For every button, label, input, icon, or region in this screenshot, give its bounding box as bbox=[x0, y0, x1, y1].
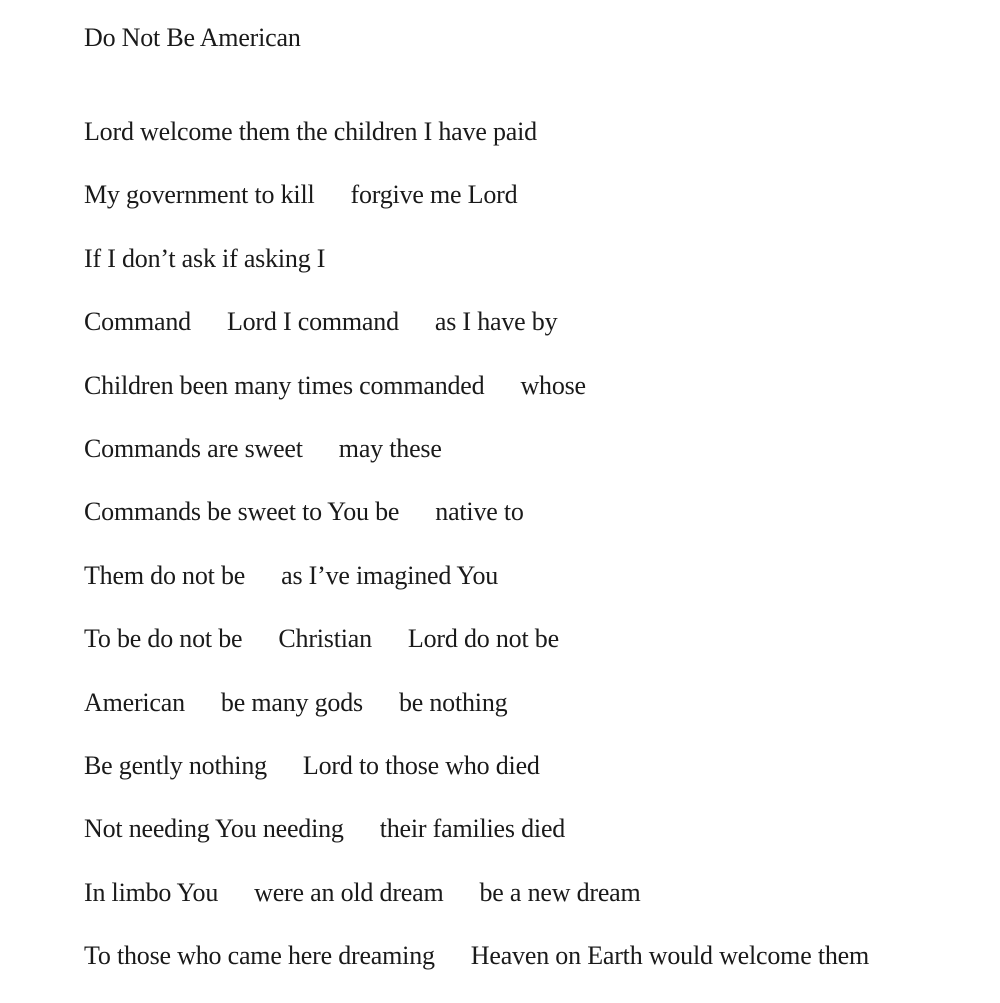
line-14-segment-2: Heaven on Earth would welcome them bbox=[470, 941, 870, 971]
line-2-segment-2: forgive me Lord bbox=[350, 180, 518, 210]
poem-line-6 bbox=[84, 433, 984, 496]
line-7-segment-2: native to bbox=[435, 497, 524, 527]
line-9-segment-3: Lord do not be bbox=[407, 624, 559, 654]
line-9-segment-1: To be do not be bbox=[84, 624, 243, 654]
line-7-segment-1: Commands be sweet to You be bbox=[84, 497, 400, 527]
poem-line-11 bbox=[84, 750, 984, 813]
line-4-segment-2: Lord I command bbox=[226, 307, 399, 337]
line-4-segment-3: as I have by bbox=[434, 307, 558, 337]
line-1-segment-1: Lord welcome them the children I have paid bbox=[84, 117, 537, 146]
poem-line-12 bbox=[84, 813, 984, 876]
line-13-segment-3: be a new dream bbox=[479, 877, 641, 907]
poem-line-5 bbox=[84, 370, 984, 433]
line-13-segment-2: were an old dream bbox=[254, 877, 444, 907]
poem-line-13 bbox=[84, 877, 984, 940]
line-11-segment-1: Be gently nothing bbox=[84, 750, 267, 780]
poem-line-14 bbox=[84, 940, 984, 1003]
line-9-segment-2: Christian bbox=[278, 624, 372, 654]
line-4-segment-1: Command bbox=[84, 307, 191, 337]
poem-line-3 bbox=[84, 243, 984, 306]
line-11-segment-2: Lord to those who died bbox=[302, 750, 540, 780]
poem-line-10 bbox=[84, 687, 984, 750]
line-5-segment-2: whose bbox=[520, 370, 586, 400]
poem-line-2 bbox=[84, 179, 984, 242]
poem-body bbox=[84, 116, 984, 1003]
poem-line-1 bbox=[84, 116, 984, 179]
poem-line-7 bbox=[84, 496, 984, 559]
line-2-segment-1: My government to kill bbox=[84, 180, 315, 210]
poem-line-9 bbox=[84, 623, 984, 686]
poem-line-8 bbox=[84, 560, 984, 623]
line-12-segment-2: their families died bbox=[379, 814, 566, 844]
line-13-segment-1: In limbo You bbox=[84, 877, 219, 907]
poem-line-4 bbox=[84, 306, 984, 369]
line-14-segment-1: To those who came here dreaming bbox=[84, 941, 435, 971]
line-8-segment-1: Them do not be bbox=[84, 560, 246, 590]
line-10-segment-3: be nothing bbox=[398, 687, 508, 717]
line-10-segment-1: American bbox=[84, 687, 185, 717]
line-5-segment-1: Children been many times commanded bbox=[84, 370, 485, 400]
line-8-segment-2: as I’ve imagined You bbox=[281, 560, 499, 590]
line-3-segment-1: If I don’t ask if asking I bbox=[84, 243, 326, 273]
line-6-segment-1: Commands are sweet bbox=[84, 433, 303, 463]
line-6-segment-2: may these bbox=[338, 433, 442, 463]
line-12-segment-1: Not needing You needing bbox=[84, 814, 344, 844]
poem-title: Do Not Be American bbox=[84, 23, 301, 52]
line-10-segment-2: be many gods bbox=[220, 687, 363, 717]
